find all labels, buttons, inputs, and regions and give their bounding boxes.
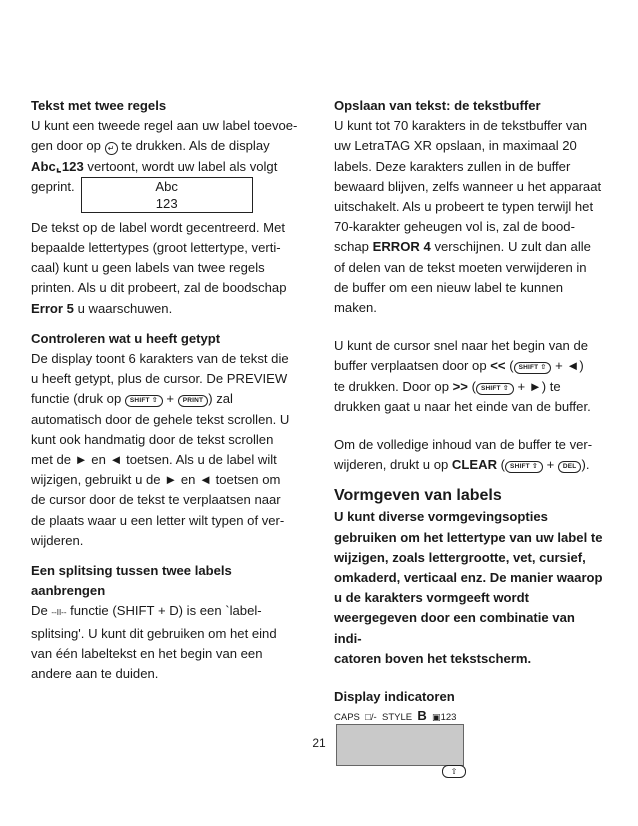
left-arrow-icon: ◄ [566,358,580,374]
right-arrow-icon: ► [74,452,88,468]
enter-key-icon: ↵ [105,142,118,155]
heading-two-lines: Tekst met twee regels [31,98,167,113]
caps-indicator: CAPS [334,712,360,724]
shift-key-icon: SHIFT ⇧ [125,395,163,407]
lock-icon: ▣ [432,712,441,723]
right-column: Opslaan van tekst: de tekstbuffer U kunt tot 70 karakters in de tekstbuffer van uw LetraTAG XR opslaan, in maximaal 20 labels. Deze karakters zullen in de buffer bewaard blijven, zelfs wanneer u het apparaat uitschakelt. Als u probeert te typen terwijl het 70-karakter geheugen vol is, zal de bood- schap ERROR 4 verschijnen. U zult dan alle of delen van de tekst moeten verwijderen in de buffer om een nieuw label te kunnen maken. U kunt de cursor snel naar het begin van de buffer verplaatsen door op << ( SHIFT ⇧ + ◄) te drukken. Door op >> ( SHIFT ⇧ + ►) te drukken gaat u naar het einde van de buffer. Om de volledige inhoud van de buffer te ver- wijderen, drukt u op CLEAR ( SHIFT ⇧ + DEL ). Vormgeven van labels U kunt diverse vormgevingsopties gebruiken om het lettertype van uw label te wijzigen, zoals lettergrootte, vet, cursief, omkaderd, verticaal enz. De manier waarop u de karakters vormgeeft wordt weergegeven door een combinatie van indi- catoren boven het tekstscherm. Display indicatoren CAPS □/- STYLE B ▣123 ⇧ [334,96,606,766]
right-arrow-icon: ► [164,472,178,488]
shift-key-icon: SHIFT ⇧ [514,362,552,374]
shift-indicator-icon: ⇧ [442,765,466,778]
lcd-preview: Abc 123 [81,177,253,213]
right-arrow-icon: ► [528,378,542,394]
heading-display-indicators: Display indicatoren [334,689,455,705]
shift-key-icon: SHIFT ⇧ [505,461,543,473]
heading-check-typed: Controleren wat u heeft getypt [31,330,221,346]
page-number: 21 [312,736,326,750]
box-style-icon: □/- [365,712,377,724]
num-indicator: 123 [440,712,457,724]
left-column: Tekst met twee regels U kunt een tweede regel aan uw label toevoe- gen door op ↵ te drukken. Als de display Abc⌞123 vertoont, wordt uw label als volgt geprint. Abc 123 De tekst op de label wordt gecentreerd. Met bepaalde lettertypes (groot lettertype, verti- caal) kunt u geen labels van twee regels printen. Als u dit probeert, zal de boodschap Error 5 u waarschuwen. Controleren wat u heeft getypt De display toont 6 karakters van de tekst die u heeft getypt, plus de cursor. De PREVIEW functie (druk op SHIFT ⇧ + PRINT ) zal automatisch door de gehele tekst scrollen. U kunt ook handmatig door de tekst scrollen met de ► en ◄ toetsen. Als u de label wilt wijzigen, gebruikt u de ► en ◄ toetsen om de cursor door de tekst te verplaatsen naar de plaats waar u een letter wilt typen of ver- wijderen. Een splitsing tussen twee labels aanbrengen De --II-- functie (SHIFT + D) is een `label- splitsing'. U kunt dit gebruiken om het eind van één labeltekst en het begin van een andere aan te duiden. [31,98,298,682]
style-indicator: STYLE [381,712,413,724]
heading-label-styling: Vormgeven van labels [334,487,502,505]
shift-key-icon: SHIFT ⇧ [476,383,514,395]
bold-indicator: B [417,708,427,724]
left-arrow-icon: ◄ [109,452,123,468]
newline-icon: ⌞ [55,158,62,174]
left-arrow-icon: ◄ [199,472,212,488]
heading-label-split: Een splitsing tussen twee labels aanbrengen [31,563,232,599]
delete-key-icon: DEL [558,461,582,473]
heading-text-buffer: Opslaan van tekst: de tekstbuffer [334,98,541,113]
label-split-icon: --II-- [51,608,67,618]
print-key-icon: PRINT [178,395,209,407]
text: U kunt een tweede regel aan uw label toevoe- [31,118,298,134]
